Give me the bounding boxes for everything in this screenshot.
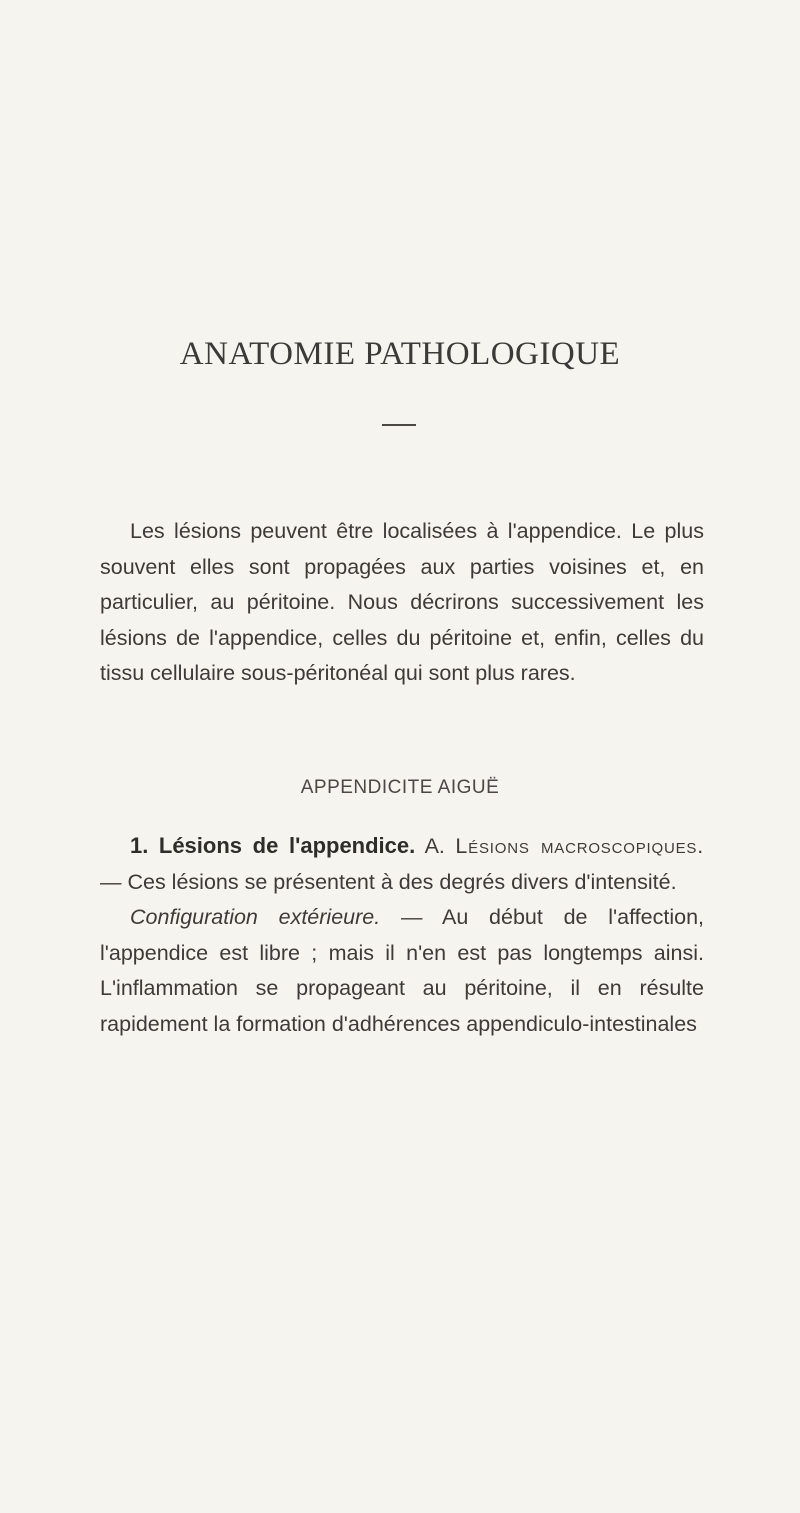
subsection-title: Lésions de l'appendice. [158, 833, 416, 858]
subsection-paragraph [100, 828, 704, 900]
section-body [100, 828, 704, 1042]
chapter-title: ANATOMIE PATHOLOGIQUE [179, 336, 621, 372]
subsection-subtitle: Lésions macroscopiques. [455, 834, 704, 858]
subsection-text: — Ces lésions se présentent à des degrés divers d'intensité. [100, 869, 677, 894]
configuration-paragraph [100, 900, 704, 1042]
configuration-text: — Au début de l'affection, l'appendice est libre ; mais il n'en est pas longtemps ainsi. L'inflammation se propageant au péritoine, il en résulte rapidement la formation d'adhérences appendiculo-intestinales [100, 905, 704, 1036]
subsection-letter: A. [424, 834, 445, 858]
intro-paragraph: Les lésions peuvent être localisées à l'appendice. Le plus souvent elles sont propagées aux parties voisines et, en particulier, au péritoine. Nous décrirons successivement les lésions de l'appendice, celles du péritoine et, enfin, celles du tissu cellulaire sous-péritonéal qui sont plus rares. [100, 519, 704, 685]
subsection-number: 1. [130, 833, 149, 858]
configuration-heading: Configuration extérieure. [130, 905, 381, 929]
title-divider [382, 424, 416, 426]
intro-block [100, 514, 704, 692]
section-heading: APPENDICITE AIGUË [300, 777, 500, 798]
